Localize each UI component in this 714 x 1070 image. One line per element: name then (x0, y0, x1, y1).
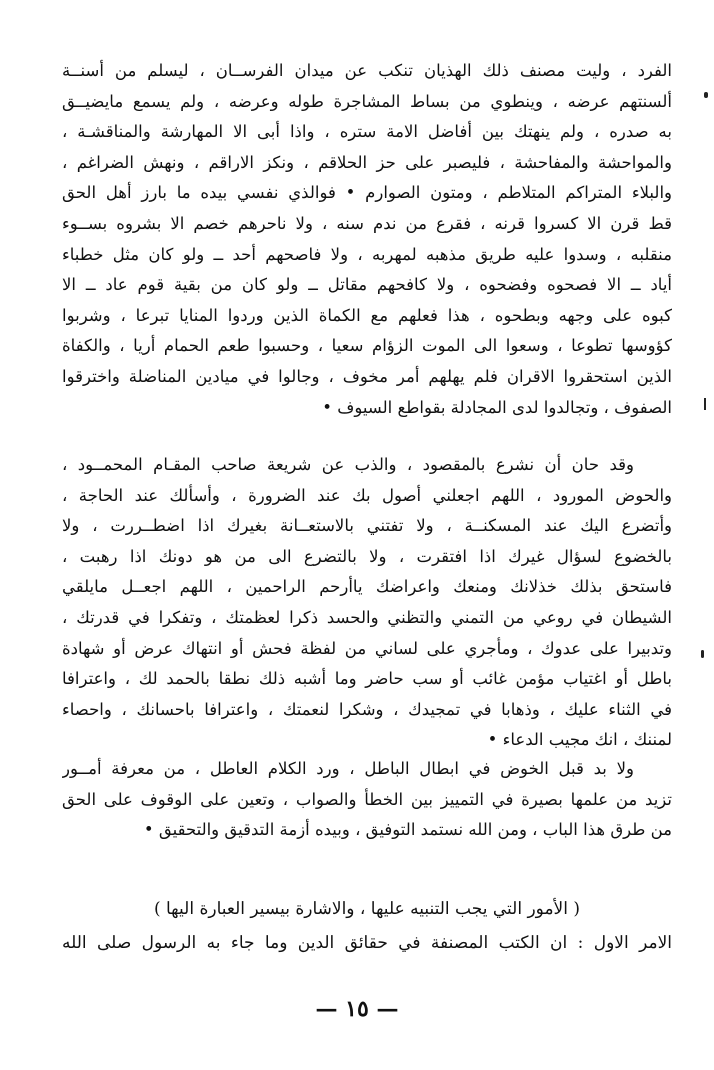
paragraph-line: في الثناء عليك ، وذهابا في تمجيدك ، وشكرا لنعمتك ، واعترافا باحسانك ، واحصاء (62, 699, 672, 719)
paragraph-1 (62, 56, 672, 423)
paragraph-line: قط قرن الا كسروا قرنه ، فقرع من ندم سنه ، ولا ناحرهم خصم الا بشروه بســوء (62, 213, 672, 233)
paragraph-line: تزيد من علمها بصيرة في التمييز بين الخطأ والصواب ، وتعين على الوقوف على الحق (62, 789, 672, 809)
scan-mark (704, 92, 708, 98)
section-heading: ( الأمور التي يجب التنبيه عليها ، والاشارة بيسير العبارة اليها ) (153, 899, 581, 919)
paragraph-line: الذين استحقروا الاقران فلم يهلهم أمر مخوف ، وجالوا في ميادين المناضلة واخترقوا (62, 366, 672, 386)
paragraph-line: بالخضوع لسؤال غيرك اذا افتقرت ، ولا بالتضرع الى من هو دونك اذا رهبت ، (62, 546, 672, 566)
paragraph-line: باطل أو اغتياب مؤمن غائب أو سب حاضر وما أشبه ذلك نطقا بالحمد لك ، واعترافا (62, 669, 672, 689)
paragraph-2 (62, 450, 672, 756)
paragraph-line: ولا بد قبل الخوض في ابطال الباطل ، ورد الكلام العاطل ، من معرفة أمــور (62, 759, 634, 778)
paragraph-line: لمننك ، انك مجيب الدعاء • (487, 730, 672, 750)
paragraph-line: وأتضرع اليك عند المسكنــة ، ولا تفتني بالاستعــانة بغيرك اذا اضطــررت ، ولا (62, 516, 672, 536)
page-number: — ١٥ — (315, 996, 399, 1022)
paragraph-line: الصفوف ، وتجالدوا لدى المجادلة بقواطع السيوف • (322, 397, 672, 417)
paragraph-line: الشيطان في روعي من التمني والتظني والحسد ذكرا لعظمتك ، وتفكرا في قدرتك ، (62, 607, 672, 627)
scan-mark (701, 650, 704, 658)
paragraph-line: والبلاء المتراكم المتلاطم ، ومتون الصوارم • فوالذي نفسي بيده ما بارز أهل الحق (62, 183, 672, 203)
paragraph-line: فاستحق بذلك خذلانك ومنعك واعراضك ياأرحم الراحمين ، اللهم اجعــل مايلقي (62, 577, 672, 597)
paragraph-line: كؤوسها تطوعا ، وسعوا الى الموت الزؤام سعيا ، وحسبوا طعم الحمام أريا ، والكفاة (62, 336, 672, 356)
paragraph-line: وتدبيرا على عدوك ، ومأجري على لساني من لفظة فحش أو انتهاك عرض أو شهادة (62, 638, 672, 658)
paragraph-line: ألسنتهم عرضه ، وينطوي من بساط المشاجرة طوله وعرضه ، ولم يسمع مايضيــق (62, 91, 672, 111)
paragraph-line: الفرد ، وليت مصنف ذلك الهذيان تنكب عن ميدان الفرســان ، ليسلم من أسنــة (62, 61, 672, 80)
paragraph-line: وقد حان أن نشرع بالمقصود ، والذب عن شريعة صاحب المقـام المحمــود ، (62, 455, 634, 474)
paragraph-line: أياد ــ الا فصحوه وفضحوه ، ولا كافحهم مقاتل ــ ولو كان من بقية قوم عاد ــ الا (62, 275, 672, 295)
paragraph-line: كبوه على وجهه وبطحوه ، هذا فعلهم مع الكماة الذين وردوا المنايا تبرعا ، وشربوا (62, 305, 672, 325)
paragraph-line: والمواحشة والمفاحشة ، فليصبر على حز الحلاقم ، ونكز الاراقم ، ونهش الضراغم ، (62, 152, 672, 172)
paragraph-line: والحوض المورود ، اللهم اجعلني أصول بك عند الضرورة ، وأسألك عند الحاجة ، (62, 485, 672, 505)
closing-line: الامر الاول : ان الكتب المصنفة في حقائق الدين وما جاء به الرسول صلى الله (62, 933, 672, 953)
paragraph-line: من طرق هذا الباب ، ومن الله نستمد التوفيق ، وبيده أزمة التدقيق والتحقيق • (143, 820, 672, 840)
paragraph-line: به صدره ، ولم ينهتك بين أفاضل الامة ستره ، واذا أبى الا المهارشة والمناقشـة ، (62, 122, 672, 142)
paragraph-3 (62, 754, 672, 846)
paragraph-line: منقلبه ، وسدوا عليه طريق مذهبه لمهربه ، ولا فاصحهم أحد ــ ولو كان مثل خطباء (62, 244, 672, 264)
scan-mark (704, 398, 706, 410)
